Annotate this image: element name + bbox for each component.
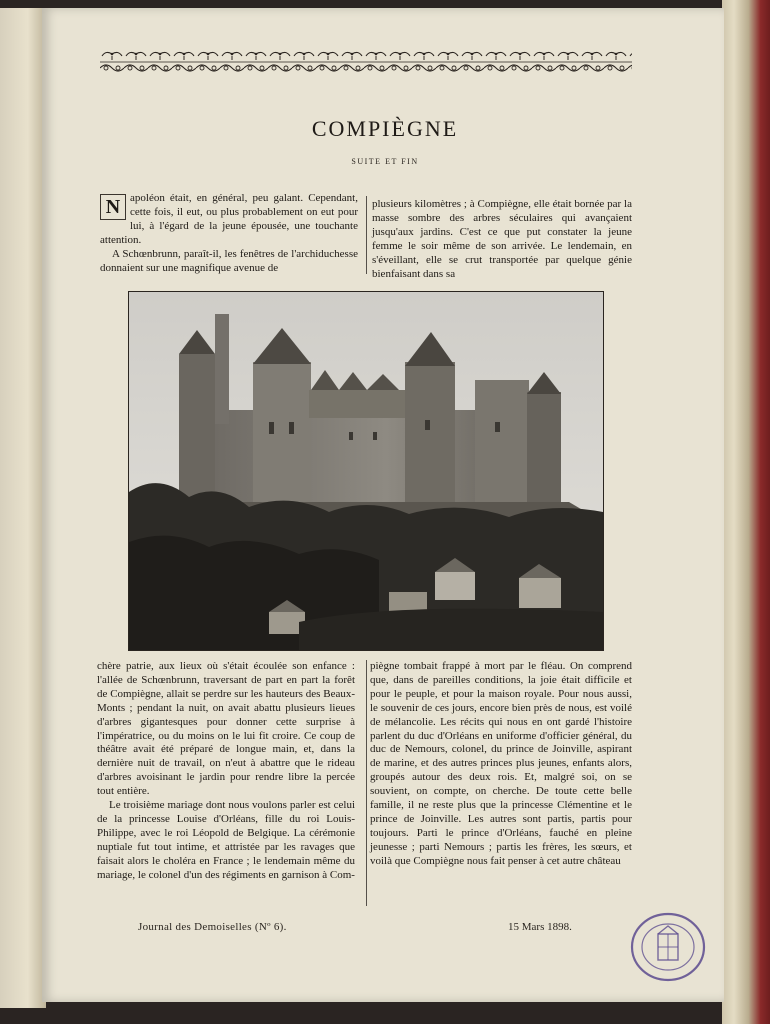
book-spine — [722, 0, 770, 1024]
column-bottom-left — [97, 660, 355, 883]
ornamental-border — [100, 48, 632, 76]
column-rule-top — [366, 196, 367, 274]
article-subtitle: SUITE ET FIN — [351, 157, 419, 166]
drop-cap: N — [100, 194, 126, 220]
column-top-right — [372, 198, 632, 281]
paragraph: A Schœnbrunn, paraît-il, les fenêtres de l'archiduchesse donnaient sur une magnifique avenue de — [100, 247, 358, 274]
castle-photograph — [128, 291, 604, 651]
issue-date: 15 Mars 1898. — [508, 921, 572, 933]
column-top-left — [100, 192, 358, 275]
paragraph: plusieurs kilomètres ; à Compiègne, elle était bornée par la masse sombre des arbres séculaires qui avançaient jusqu'aux jardins. C'est ce que put constater la jeune femme le soir même de son arrivée. Le lendemain, en s'éveillant, elle se crut transportée par quelque génie bienfaisant dans sa — [372, 198, 632, 280]
column-rule-bottom — [366, 660, 367, 906]
article-title: COMPIÈGNE — [311, 116, 459, 141]
paragraph: chère patrie, aux lieux où s'était écoulée son enfance : l'allée de Schœnbrunn, traversant de part en part la forêt de Compiègne, allait se perdre sur les hauteurs des Beaux-Monts ; pendant la nuit, on avait abattu plusieurs lieues d'arbres gigantesques pour donner cette surprise à l'impératrice, ou du moins on le lui fit croire. Ce coup de théâtre avait été préparé de longue main, et, dans la dernière nuit de travail, on n'eut à abattre que le rideau d'arbres avoisinant le jardin pour rendre libre la percée tout entière. — [97, 660, 355, 798]
library-stamp — [628, 910, 708, 984]
paragraph: Le troisième mariage dont nous voulons parler est celui de la princesse Louise d'Orléans, fille du roi Louis-Philippe, avec le roi Léopold de Belgique. La cérémonie nuptiale fut tout intime, et attristée par les ravages que faisait alors le choléra en France ; le lendemain même du mariage, le colonel d'un des régiments en garnison à Com- — [97, 799, 355, 881]
paragraph: piègne tombait frappé à mort par le fléau. On comprend que, dans de pareilles conditions, la joie était difficile et pour le peuple, et pour la maison royale. Pour nous aussi, le souvenir de ces jours, encore bien près de nous, est voilé de mélancolie. Les récits qui nous en ont gardé l'histoire parlent du duc d'Orléans en uniforme d'officier général, du duc de Nemours, colonel, du prince de Joinville, aspirant de marine, et des autres princes plus jeunes, enfants alors, groupés autour des deux rois. Et, malgré soi, on se souvient, on compte, on cherche. De toute cette belle famille, il ne reste plus que la princesse Clémentine et le prince de Joinville. Les autres sont partis, partis pour toujours. Parti le prince d'Orléans, fauché en pleine jeunesse ; parti Nemours ; partis les frères, les sœurs, et voilà que Compiègne nous fait penser à cet autre château — [370, 660, 632, 867]
paragraph: apoléon était, en général, peu galant. Cependant, cette fois, il eut, ou plus probablement on eut pour lui, à l'égard de la jeune épousée, une touchante attention. — [100, 192, 358, 246]
column-bottom-right — [370, 660, 632, 869]
journal-footer: Journal des Demoiselles (Nº 6). — [138, 921, 287, 933]
castle-illustration — [129, 292, 603, 650]
